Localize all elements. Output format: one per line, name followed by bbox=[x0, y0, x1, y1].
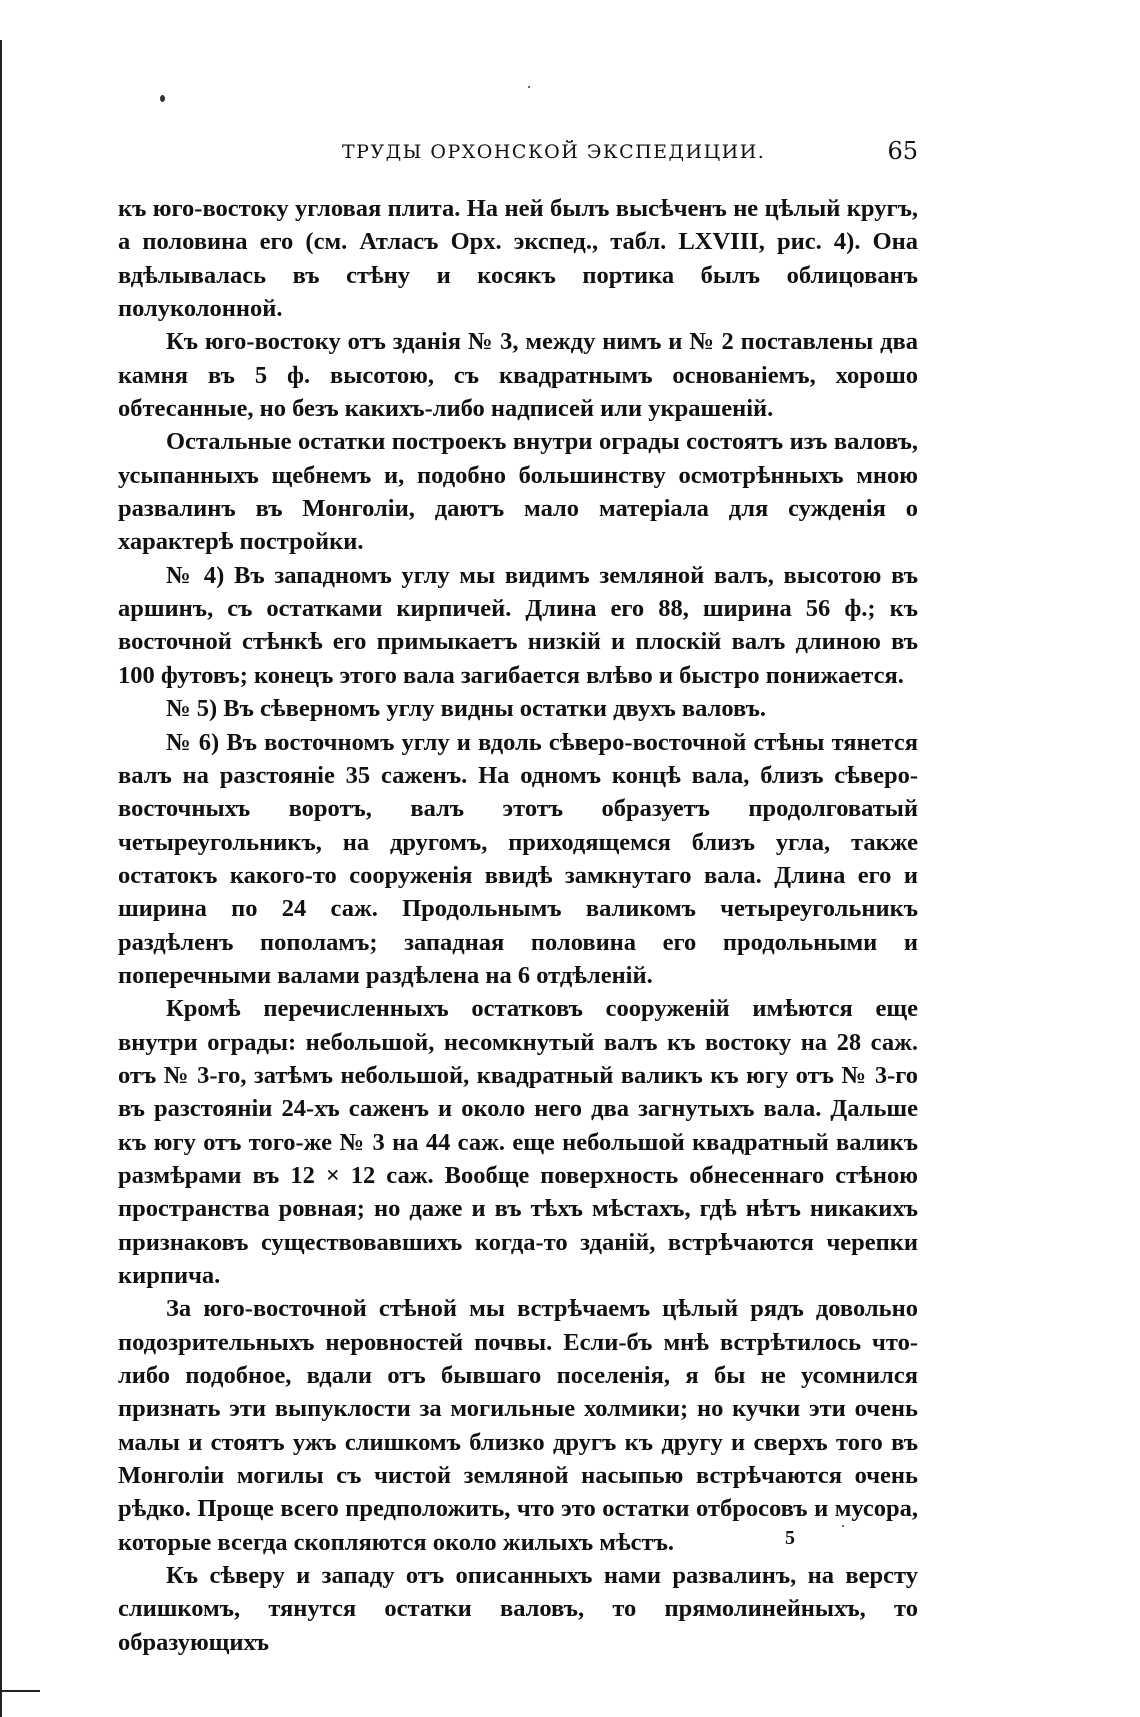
paragraph-7: Кромѣ перечисленныхъ остатковъ сооруженій имѣются еще внутри ограды: небольшой, несомкнутый валъ къ востоку на 28 саж. отъ № 3-го, затѣмъ небольшой, квадратный валикъ къ югу отъ № 3-го въ разстояніи 24-хъ саженъ и около него два загнутыхъ вала. Дальше къ югу отъ того-же № 3 на 44 саж. еще небольшой квадратный валикъ размѣрами въ 12 × 12 саж. Вообще поверхность обнесеннаго стѣною пространства ровная; но даже и въ тѣхъ мѣстахъ, гдѣ нѣтъ никакихъ признаковъ существовавшихъ когда-то зданій, встрѣчаются черепки кирпича. bbox=[118, 995, 918, 1289]
paragraph-8: За юго-восточной стѣной мы встрѣчаемъ цѣлый рядъ довольно подозрительныхъ неровностей почвы. Если-бъ мнѣ встрѣтилось что-либо подобное, вдали отъ бывшаго поселенія, я бы не усомнился признать эти выпуклости за могильные холмики; но кучки эти очень малы и стоятъ ужъ слишкомъ близко другъ къ другу и сверхъ того въ Монголіи могилы съ чистой земляной насыпью встрѣчаются очень рѣдко. Проще всего предположить, что это остатки отбросовъ и мусора, которые всегда скопляются около жилыхъ мѣстъ. bbox=[118, 1295, 918, 1556]
paragraph-9: Къ сѣверу и западу отъ описанныхъ нами развалинъ, на версту слишкомъ, тянутся остатки валовъ, то прямолинейныхъ, то образующихъ bbox=[118, 1562, 918, 1656]
page-left-edge bbox=[0, 40, 2, 1717]
signature-mark: 5 bbox=[785, 1527, 795, 1549]
ink-speck bbox=[528, 86, 530, 88]
page-number: 65 bbox=[887, 137, 918, 165]
paragraph-6: № 6) Въ восточномъ углу и вдоль сѣверо-восточной стѣны тянется валъ на разстояніе 35 саженъ. На одномъ концѣ вала, близъ сѣверо-восточныхъ воротъ, валъ этотъ образуетъ продолговатый четыреугольникъ, на другомъ, приходящемся близъ угла, также остатокъ какого-то сооруженія ввидѣ замкнутаго вала. Длина его и ширина по 24 саж. Продольнымъ валикомъ четыреугольникъ раздѣленъ пополамъ; западная половина его продольными и поперечными валами раздѣлена на 6 отдѣленій. bbox=[118, 728, 918, 989]
paragraph-5: № 5) Въ сѣверномъ углу видны остатки двухъ валовъ. bbox=[166, 695, 767, 723]
body-text bbox=[118, 192, 918, 1659]
paragraph-3: Остальные остатки построекъ внутри ограды состоятъ изъ валовъ, усыпанныхъ щебнемъ и, подобно большинству осмотрѣнныхъ мною развалинъ въ Монголіи, даютъ мало матеріала для сужденія о характерѣ постройки. bbox=[118, 428, 918, 556]
page-corner-edge bbox=[0, 1690, 40, 1692]
running-title: ТРУДЫ ОРХОНСКОЙ ЭКСПЕДИЦИИ. bbox=[342, 141, 766, 163]
paragraph-2: Къ юго-востоку отъ зданія № 3, между нимъ и № 2 поставлены два камня въ 5 ф. высотою, съ квадратнымъ основаніемъ, хорошо обтесанные, но безъ какихъ-либо надписей или украшеній. bbox=[118, 328, 918, 423]
paragraph-1: къ юго-востоку угловая плита. На ней былъ высѣченъ не цѣлый кругъ, а половина его (см. Атласъ Орх. экспед., табл. LXVIII, рис. 4). Она вдѣлывалась въ стѣну и косякъ портика былъ облицованъ полуколонной. bbox=[118, 195, 918, 323]
paragraph-4: № 4) Въ западномъ углу мы видимъ земляной валъ, высотою въ аршинъ, съ остатками кирпичей. Длина его 88, ширина 56 ф.; къ восточной стѣнкѣ его примыкаетъ низкій и плоскій валъ длиною въ 100 футовъ; конецъ этого вала загибается влѣво и быстро понижается. bbox=[118, 561, 918, 689]
running-head bbox=[118, 137, 918, 167]
ink-speck bbox=[160, 95, 165, 102]
